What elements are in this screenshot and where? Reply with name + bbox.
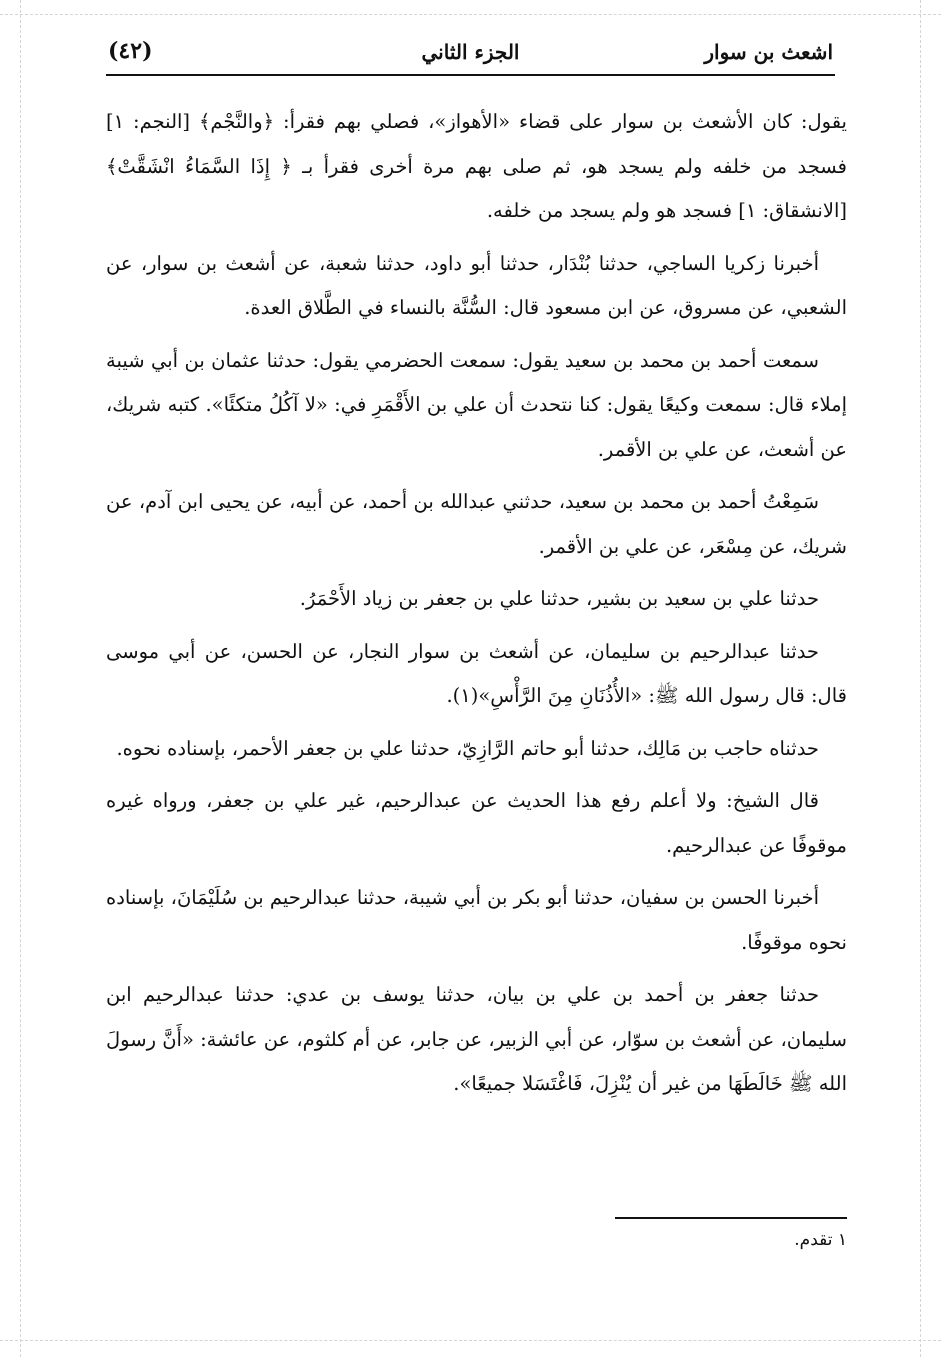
paragraph-7: حدثناه حاجب بن مَالِك، حدثنا أبو حاتم الرَّازِيّ، حدثنا علي بن جعفر الأحمر، بإسناده نحوه. (116, 736, 819, 760)
paragraph-4: سَمِعْتُ أحمد بن محمد بن سعيد، حدثني عبدالله بن أحمد، عن أبيه، عن يحيى ابن آدم، عن شريك، عن مِسْعَر، عن علي بن الأقمر. (106, 490, 847, 558)
guide-line (0, 14, 941, 15)
paragraph-6: حدثنا عبدالرحيم بن سليمان، عن أشعث بن سوار النجار، عن الحسن، عن أبي موسى قال: قال رسول الله ﷺ: «الأُذُنَانِ مِنَ الرَّأْسِ»(١). (106, 639, 847, 707)
paragraph-9: أخبرنا الحسن بن سفيان، حدثنا أبو بكر بن أبي شيبة، حدثنا عبدالرحيم بن سُلَيْمَانَ، بإسناده نحوه موقوفًا. (106, 886, 847, 954)
paragraph-1: يقول: كان الأشعث بن سوار على قضاء «الأهواز»، فصلي بهم فقرأ: ﴿والنَّجْم﴾ [النجم: ١] فسجد من خلفه ولم يسجد هو، ثم صلى بهم مرة أخرى فقرأ بـ ﴿ إِذَا السَّمَاءُ انْشَقَّتْ﴾ [الانشقاق: ١] فسجد هو ولم يسجد من خلفه. (106, 110, 847, 222)
footnote-rule (615, 1217, 847, 1219)
main-text (106, 100, 847, 1115)
paragraph-8: قال الشيخ: ولا أعلم رفع هذا الحديث عن عبدالرحيم، غير علي بن جعفر، ورواه غيره موقوفًا عن عبدالرحيم. (106, 789, 847, 857)
volume-title: الجزء الثاني (421, 40, 520, 64)
book-title: اشعث بن سوار (704, 40, 833, 64)
header-rule (106, 74, 835, 76)
paragraph-2: أخبرنا زكريا الساجي، حدثنا بُنْدَار، حدثنا أبو داود، حدثنا شعبة، عن أشعث بن سوار، عن الشعبي، عن مسروق، عن ابن مسعود قال: السُّنَّة بالنساء في الطَّلاق العدة. (106, 251, 847, 319)
paragraph-10: حدثنا جعفر بن أحمد بن علي بن بيان، حدثنا يوسف بن عدي: حدثنا عبدالرحيم ابن سليمان، عن أشعث بن سوّار، عن أبي الزبير، عن جابر، عن أم كلثوم، عن عائشة: «أَنَّ رسولَ الله ﷺ خَالَطَهَا من غير أن يُنْزِلَ، فَاغْتَسَلا جميعًا». (106, 983, 847, 1095)
guide-line (0, 1340, 941, 1341)
guide-line (20, 0, 21, 1357)
footnote: ١ تقدم. (794, 1230, 847, 1250)
page-header (108, 34, 833, 74)
page-number: (٤٢) (108, 38, 153, 64)
guide-line (920, 0, 921, 1357)
paragraph-5: حدثنا علي بن سعيد بن بشير، حدثنا علي بن جعفر بن زياد الأَحْمَرُ. (299, 587, 819, 610)
paragraph-3: سمعت أحمد بن محمد بن سعيد يقول: سمعت الحضرمي يقول: حدثنا عثمان بن أبي شيبة إملاء قال: سمعت وكيعًا يقول: كنا نتحدث أن علي بن الأَقْمَرِ في: «لا آكُلُ متكئًا». كتبه شريك، عن أشعث، عن علي بن الأقمر. (106, 348, 847, 461)
